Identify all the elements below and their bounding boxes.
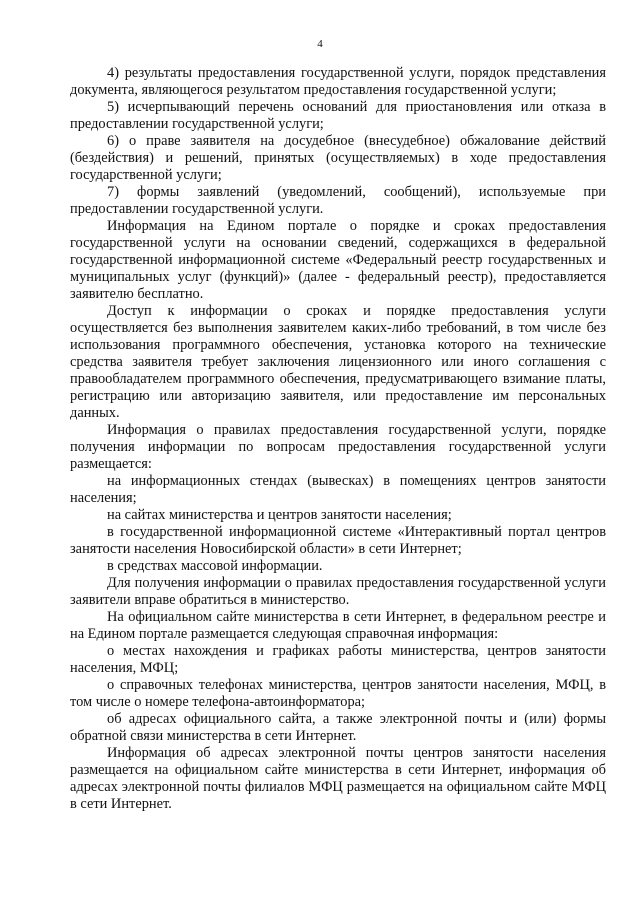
paragraph: на информационных стендах (вывесках) в помещениях центров занятости населения; — [70, 473, 606, 506]
page-number: 4 — [317, 38, 323, 50]
paragraph: Информация о правилах предоставления государственной услуги, порядке получения информации по вопросам предоставления государственной услуги размещается: — [70, 422, 606, 472]
paragraph: об адресах официального сайта, а также электронной почты и (или) формы обратной связи министерства в сети Интернет. — [70, 711, 606, 744]
paragraph: в государственной информационной системе «Интерактивный портал центров занятости населения Новосибирской области» в сети Интернет; — [70, 524, 606, 557]
paragraph: 6) о праве заявителя на досудебное (внесудебное) обжалование действий (бездействия) и решений, принятых (осуществляемых) в ходе предоставления государственной услуги; — [70, 133, 606, 183]
paragraph: 5) исчерпывающий перечень оснований для приостановления или отказа в предоставлении государственной услуги; — [70, 99, 606, 132]
paragraph: 4) результаты предоставления государственной услуги, порядок представления документа, являющегося результатом предоставления государственной услуги; — [70, 65, 606, 98]
paragraph: 7) формы заявлений (уведомлений, сообщений), используемые при предоставлении государственной услуги. — [70, 184, 606, 217]
paragraph: о местах нахождения и графиках работы министерства, центров занятости населения, МФЦ; — [70, 643, 606, 676]
paragraph: на сайтах министерства и центров занятости населения; — [107, 507, 452, 523]
paragraph: о справочных телефонах министерства, центров занятости населения, МФЦ, в том числе о номере телефона-автоинформатора; — [70, 677, 606, 710]
paragraph: На официальном сайте министерства в сети Интернет, в федеральном реестре и на Едином портале размещается следующая справочная информация: — [70, 609, 606, 642]
paragraph: в средствах массовой информации. — [107, 558, 323, 574]
paragraph: Информация об адресах электронной почты центров занятости населения размещается на официальном сайте министерства в сети Интернет, информация об адресах электронной почты филиалов МФЦ размещается на официальном сайте МФЦ в сети Интернет. — [70, 745, 606, 812]
paragraph: Информация на Едином портале о порядке и сроках предоставления государственной услуги на основании сведений, содержащихся в федеральной государственной информационной системе «Федеральный реестр государственных и муниципальных услуг (функций)» (далее - федеральный реестр), предоставляется заявителю бесплатно. — [70, 218, 606, 302]
paragraph: Для получения информации о правилах предоставления государственной услуги заявители вправе обратиться в министерство. — [70, 575, 606, 608]
document-body — [70, 65, 606, 813]
paragraph: Доступ к информации о сроках и порядке предоставления услуги осуществляется без выполнения заявителем каких-либо требований, в том числе без использования программного обеспечения, установка которого на технические средства заявителя требует заключения лицензионного или иного соглашения с правообладателем программного обеспечения, предусматривающего взимание платы, регистрацию или авторизацию заявителя, или предоставление им персональных данных. — [70, 303, 606, 421]
